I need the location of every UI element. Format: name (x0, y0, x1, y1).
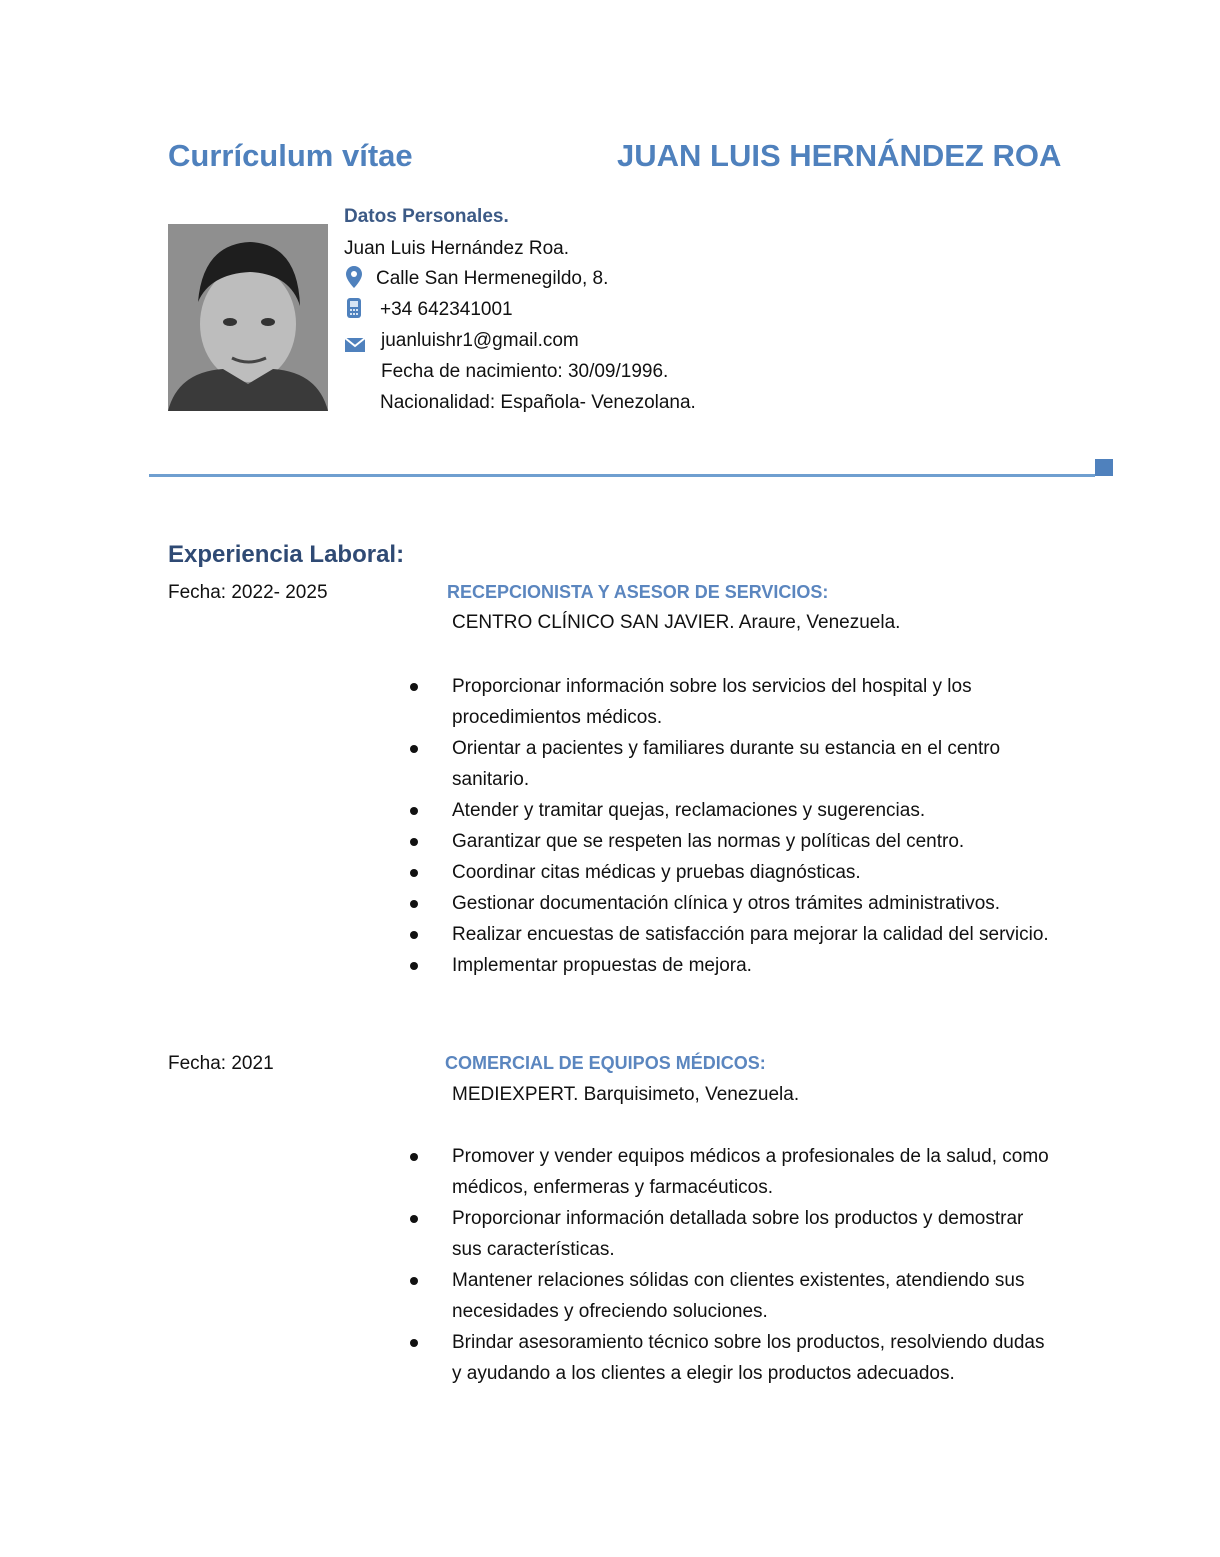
bullet-icon (410, 683, 418, 691)
bullet-icon (410, 807, 418, 815)
job-company: MEDIEXPERT. Barquisimeto, Venezuela. (452, 1084, 800, 1105)
personal-email: juanluishr1@gmail.com (381, 330, 579, 351)
mobile-phone-icon (345, 297, 365, 319)
personal-address: Calle San Hermenegildo, 8. (376, 268, 609, 289)
envelope-icon (344, 336, 364, 358)
bullet-icon (410, 1153, 418, 1161)
profile-photo (168, 224, 328, 411)
personal-data-heading: Datos Personales. (344, 206, 509, 227)
job-title: COMERCIAL DE EQUIPOS MÉDICOS: (445, 1053, 766, 1073)
bullet-icon (410, 1277, 418, 1285)
list-item: Realizar encuestas de satisfacción para mejorar la calidad del servicio. (410, 919, 1050, 950)
cv-title: Currículum vítae (168, 138, 413, 173)
personal-birth-date: Fecha de nacimiento: 30/09/1996. (381, 361, 669, 382)
section-divider (149, 474, 1095, 477)
list-item: Promover y vender equipos médicos a profesionales de la salud, como médicos, enfermeras y farmacéuticos. (410, 1141, 1050, 1203)
job-duties-list (410, 671, 1050, 981)
experience-heading: Experiencia Laboral: (168, 541, 405, 568)
candidate-name-title: JUAN LUIS HERNÁNDEZ ROA (617, 138, 1062, 173)
job-title: RECEPCIONISTA Y ASESOR DE SERVICIOS: (447, 582, 829, 602)
bullet-icon (410, 869, 418, 877)
personal-name: Juan Luis Hernández Roa. (344, 238, 569, 259)
list-item: Proporcionar información detallada sobre los productos y demostrar sus características. (410, 1203, 1050, 1265)
map-pin-icon (344, 265, 364, 287)
bullet-icon (410, 962, 418, 970)
list-item: Atender y tramitar quejas, reclamaciones y sugerencias. (410, 795, 1050, 826)
list-item: Implementar propuestas de mejora. (410, 950, 1050, 981)
personal-nationality: Nacionalidad: Española- Venezolana. (380, 392, 696, 413)
bullet-icon (410, 900, 418, 908)
bullet-icon (410, 838, 418, 846)
divider-end-square (1095, 459, 1113, 476)
list-item: Brindar asesoramiento técnico sobre los productos, resolviendo dudas y ayudando a los clientes a elegir los productos adecuados. (410, 1327, 1050, 1389)
job-duties-list (410, 1141, 1050, 1389)
list-item: Garantizar que se respeten las normas y políticas del centro. (410, 826, 1050, 857)
job-company: CENTRO CLÍNICO SAN JAVIER. Araure, Venezuela. (452, 612, 901, 633)
bullet-icon (410, 931, 418, 939)
list-item: Orientar a pacientes y familiares durante su estancia en el centro sanitario. (410, 733, 1050, 795)
job-date: Fecha: 2022- 2025 (168, 582, 328, 603)
list-item: Gestionar documentación clínica y otros trámites administrativos. (410, 888, 1050, 919)
bullet-icon (410, 1339, 418, 1347)
personal-phone: +34 642341001 (380, 299, 513, 320)
person-silhouette-icon (168, 224, 328, 411)
list-item: Mantener relaciones sólidas con clientes existentes, atendiendo sus necesidades y ofreciendo soluciones. (410, 1265, 1050, 1327)
bullet-icon (410, 745, 418, 753)
list-item: Coordinar citas médicas y pruebas diagnósticas. (410, 857, 1050, 888)
bullet-icon (410, 1215, 418, 1223)
job-date: Fecha: 2021 (168, 1053, 274, 1074)
list-item: Proporcionar información sobre los servicios del hospital y los procedimientos médicos. (410, 671, 1050, 733)
